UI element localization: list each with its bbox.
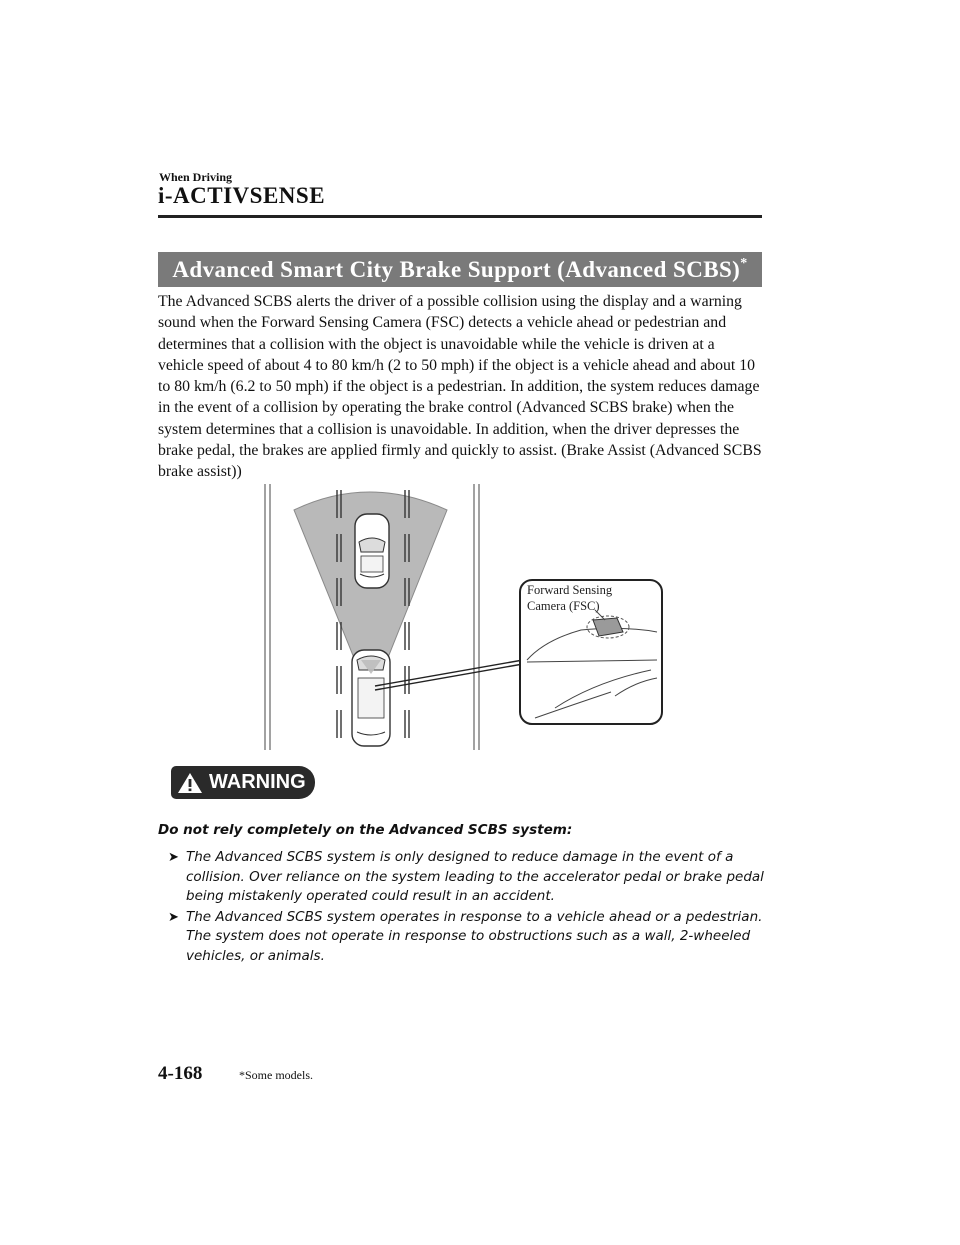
own-vehicle-icon — [352, 650, 390, 746]
banner-title: Advanced Smart City Brake Support (Advanced SCBS) — [172, 256, 741, 282]
section-banner — [158, 252, 762, 287]
road-diagram — [255, 482, 665, 752]
bullet-arrow-icon: ➤ — [168, 850, 179, 865]
warning-label: WARNING — [209, 771, 306, 793]
warning-lead: Do not rely completely on the Advanced SCBS system: — [158, 822, 573, 838]
header-rule — [158, 215, 762, 218]
chapter-title: i-ACTIVSENSE — [158, 183, 326, 208]
car-ahead-icon — [355, 514, 389, 588]
warning-list — [158, 848, 768, 968]
fsc-illustration — [255, 482, 665, 752]
callout-label-line1: Forward Sensing — [527, 583, 613, 597]
warning-item-text: The Advanced SCBS system is only designed to reduce damage in the event of a collision. Over reliance on the system leading to the accelerator pedal or brake pedal being mistakenly operated could result in an accident. — [186, 849, 764, 905]
bullet-arrow-icon: ➤ — [168, 909, 179, 925]
callout-label-line2: Camera (FSC) — [527, 599, 600, 613]
warning-badge — [171, 766, 315, 799]
warning-item — [158, 848, 768, 907]
warning-triangle-icon — [177, 772, 203, 794]
warning-item-text: The Advanced SCBS system operates in response to a vehicle ahead or a pedestrian. The system does not operate in response to obstructions such as a wall, 2-wheeled vehicles, or animals. — [186, 908, 763, 964]
footnote: *Some models. — [239, 1068, 313, 1082]
warning-item — [158, 908, 768, 967]
section-label: When Driving — [159, 170, 233, 184]
body-paragraph: The Advanced SCBS alerts the driver of a possible collision using the display and a warning sound when the Forward Sensing Camera (FSC) detects a vehicle ahead or pedestrian and determines that a collision with the object is unavoidable while the vehicle is driven at a vehicle speed of about 4 to 80 km/h (2 to 50 mph) if the object is a vehicle ahead and about 10 to 80 km/h (6.2 to 50 mph) if the object is a pedestrian. In addition, the system reduces damage in the event of a collision by operating the brake control (Advanced SCBS brake) when the system determines that a collision is unavoidable. In addition, when the driver depresses the brake pedal, the brakes are applied firmly and quickly to assist. (Brake Assist (Advanced SCBS brake assist)) — [158, 293, 762, 481]
some-models-marker: * — [740, 255, 748, 271]
page-number: 4-168 — [158, 1063, 203, 1084]
